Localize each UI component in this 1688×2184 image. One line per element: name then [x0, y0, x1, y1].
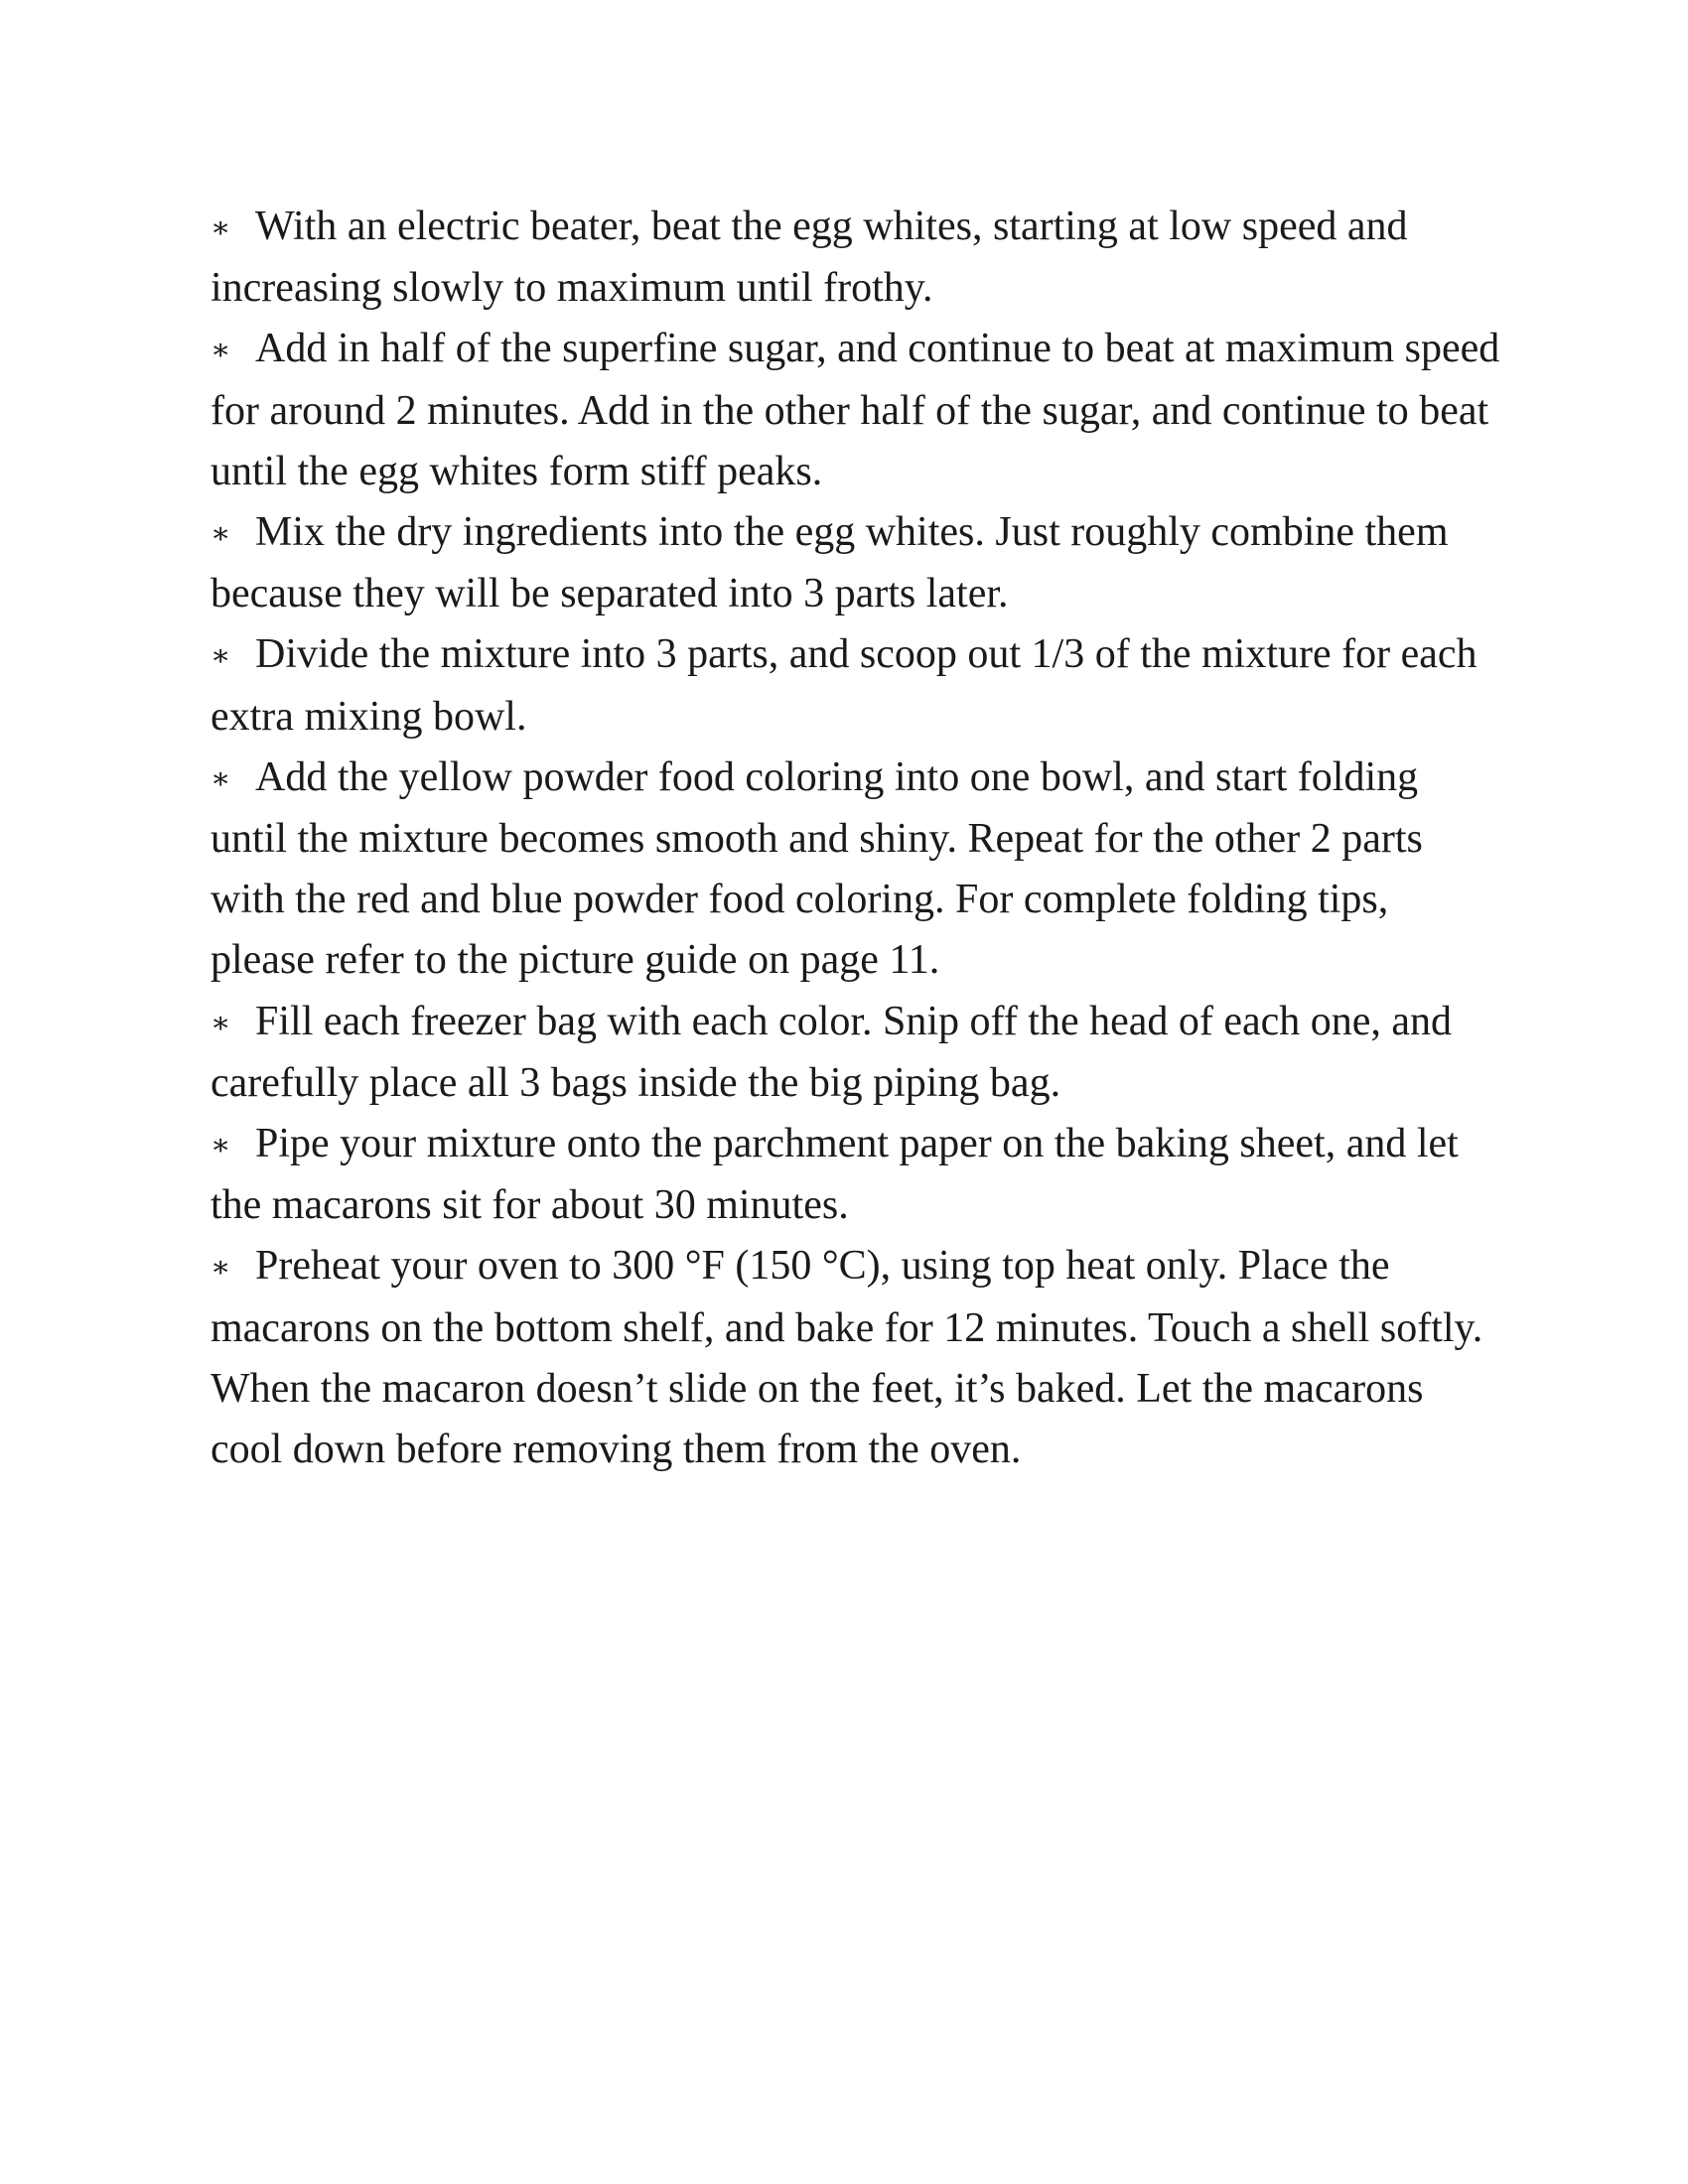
asterisk-bullet-icon: ∗: [211, 1251, 231, 1285]
step-text: Preheat your oven to 300 °F (150 °C), using top heat only. Place the macarons on the bottom shelf, and bake for 12 minutes. Touch a shell softly. When the macaron doesn’t slide on the feet, it’s baked. Let the macarons cool down before removing them from the oven.: [211, 1243, 1483, 1473]
instruction-step: [211, 624, 1501, 747]
instruction-step: [211, 748, 1501, 992]
asterisk-bullet-icon: ∗: [211, 1129, 231, 1162]
instruction-step: [211, 502, 1501, 624]
step-text: Add the yellow powder food coloring into one bowl, and start folding until the mixture becomes smooth and shiny. Repeat for the other 2 parts with the red and blue powder food coloring. For complete folding tips, please refer to the picture guide on page 11.: [211, 753, 1423, 984]
asterisk-bullet-icon: ∗: [211, 639, 231, 673]
instruction-step: [211, 197, 1501, 319]
step-text: Mix the dry ingredients into the egg whites. Just roughly combine them because they will be separated into 3 parts later.: [211, 509, 1449, 617]
instruction-step: [211, 319, 1501, 502]
step-text: Add in half of the superfine sugar, and continue to beat at maximum speed for around 2 minutes. Add in the other half of the sugar, and continue to beat until the egg whites form stiff peaks.: [211, 326, 1500, 494]
instruction-step: [211, 992, 1501, 1114]
step-text: Pipe your mixture onto the parchment paper on the baking sheet, and let the macarons sit for about 30 minutes.: [211, 1121, 1459, 1229]
instruction-step: [211, 1236, 1501, 1480]
step-text: Divide the mixture into 3 parts, and scoop out 1/3 of the mixture for each extra mixing bowl.: [211, 631, 1477, 740]
asterisk-bullet-icon: ∗: [211, 211, 231, 244]
instruction-step: [211, 1114, 1501, 1236]
asterisk-bullet-icon: ∗: [211, 517, 231, 551]
asterisk-bullet-icon: ∗: [211, 761, 231, 795]
asterisk-bullet-icon: ∗: [211, 1006, 231, 1039]
asterisk-bullet-icon: ∗: [211, 334, 231, 367]
instruction-list: [211, 197, 1501, 1480]
step-text: Fill each freezer bag with each color. Snip off the head of each one, and carefully place all 3 bags inside the big piping bag.: [211, 998, 1453, 1106]
step-text: With an electric beater, beat the egg whites, starting at low speed and increasing slowly to maximum until frothy.: [211, 204, 1408, 312]
